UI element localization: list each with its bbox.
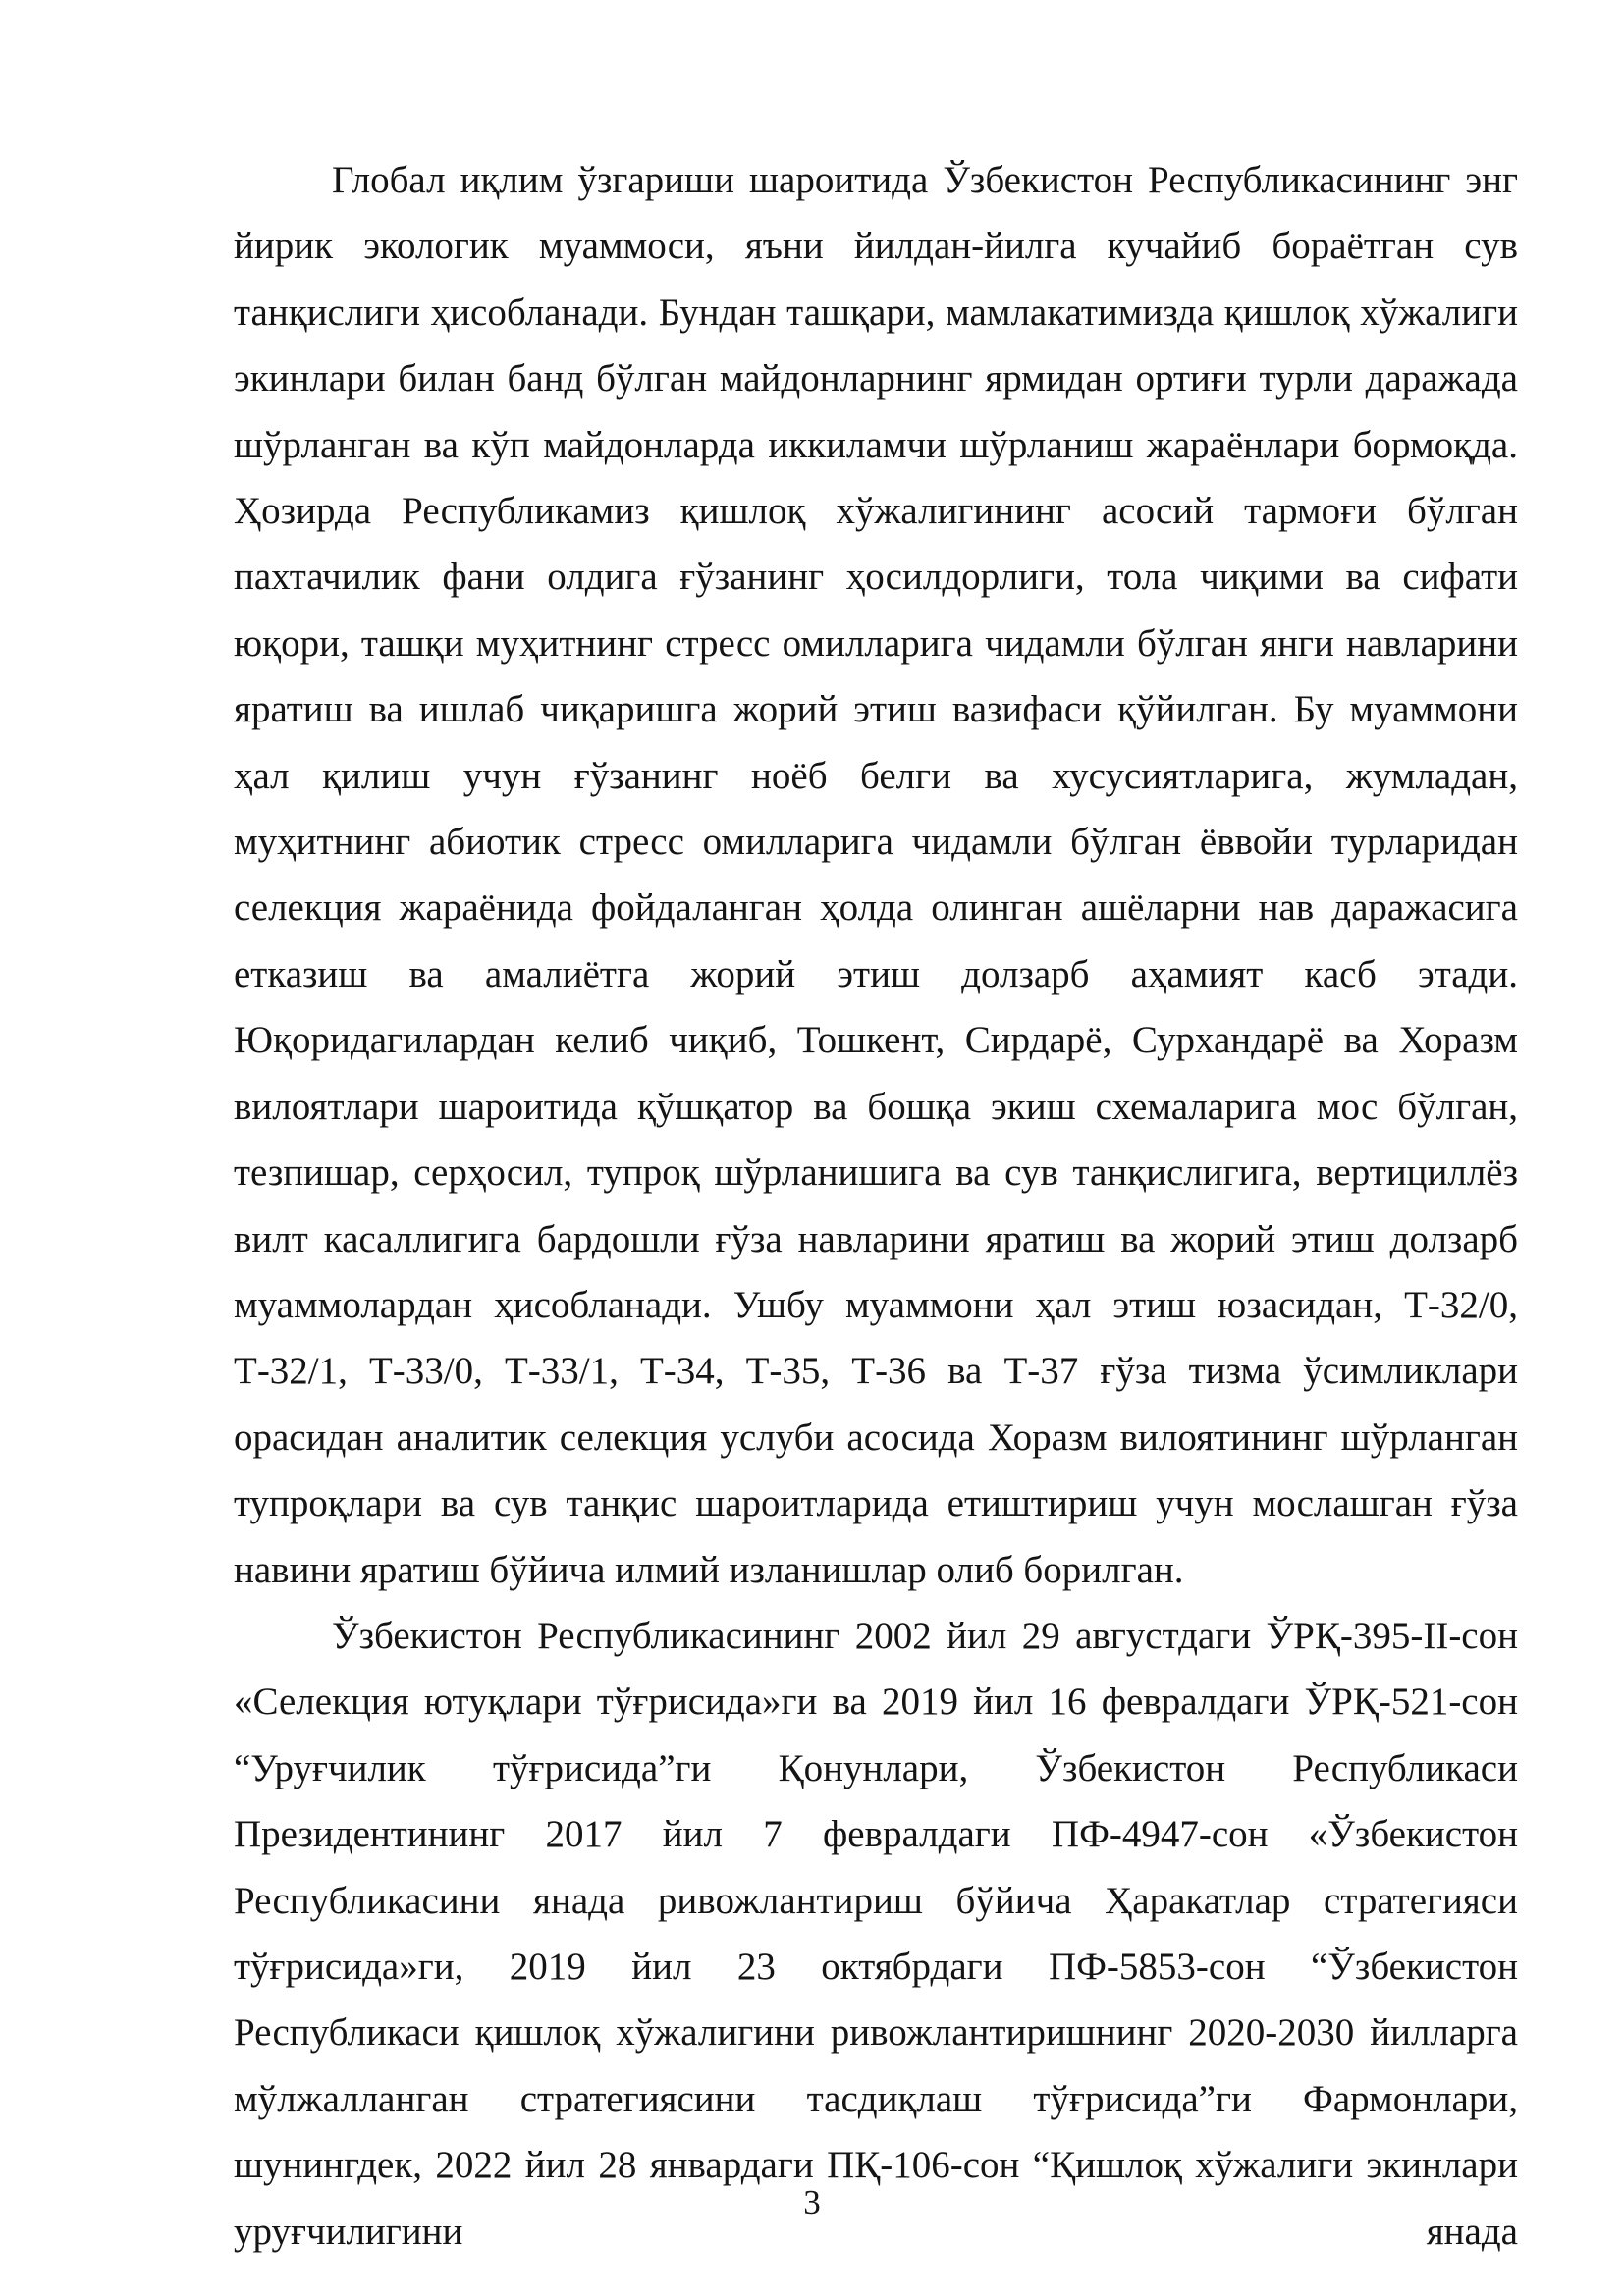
page-number: 3: [803, 2183, 821, 2221]
document-body: [234, 147, 1518, 2265]
paragraph-legal-basis: Ўзбекистон Республикасининг 2002 йил 29 августдаги ЎРҚ-395-II-сон «Селекция ютуқлари тўғрисида»ги ва 2019 йил 16 февралдаги ЎРҚ-521-сон “Уруғчилик тўғрисида”ги Қонунлари, Ўзбекистон Республикаси Президентининг 2017 йил 7 февралдаги ПФ-4947-сон «Ўзбекистон Республикасини янада ривожлантириш бўйича Ҳаракатлар стратегияси тўғрисида»ги, 2019 йил 23 октябрдаги ПФ-5853-сон “Ўзбекистон Республикаси қишлоқ хўжалигини ривожлантиришнинг 2020-2030 йилларга мўлжалланган стратегиясини тасдиқлаш тўғрисида”ги Фармонлари, шунингдек, 2022 йил 28 январдаги ПҚ-106-сон “Қишлоқ хўжалиги экинлари уруғчилигини янада: [234, 1614, 1518, 2253]
paragraph-climate-salinity: Глобал иқлим ўзгариши шароитида Ўзбекистон Республикасининг энг йирик экологик муаммоси, яъни йилдан-йилга кучайиб бораётган сув танқислиги ҳисобланади. Бундан ташқари, мамлакатимизда қишлоқ хўжалиги экинлари билан банд бўлган майдонларнинг ярмидан ортиғи турли даражада шўрланган ва кўп майдонларда иккиламчи шўрланиш жараёнлари бормоқда. Ҳозирда Республикамиз қишлоқ хўжалигининг асосий тармоғи бўлган пахтачилик фани олдига ғўзанинг ҳосилдорлиги, тола чиқими ва сифати юқори, ташқи муҳитнинг стресс омилларига чидамли бўлган янги навларини яратиш ва ишлаб чиқаришга жорий этиш вазифаси қўйилган. Бу муаммони ҳал қилиш учун ғўзанинг ноёб белги ва хусусиятларига, жумладан, муҳитнинг абиотик стресс омилларига чидамли бўлган ёввойи турларидан селекция жараёнида фойдаланган ҳолда олинган ашёларни нав даражасига етказиш ва амалиётга жорий этиш долзарб аҳамият касб этади. Юқоридагилардан келиб чиқиб, Тошкент, Сирдарё, Сурхандарё ва Хоразм вилоятлари шароитида қўшқатор ва бошқа экиш схемаларига мос бўлган, тезпишар, серҳосил, тупроқ шўрланишига ва сув танқислигига, вертициллёз вилт касаллигига бардошли ғўза навларини яратиш ва жорий этиш долзарб муаммолардан ҳисобланади. Ушбу муаммони ҳал этиш юзасидан, Т-32/0, Т-32/1, Т-33/0, Т-33/1, Т-34, Т-35, Т-36 ва Т-37 ғўза тизма ўсимликлари орасидан аналитик селекция услуби асосида Хоразм вилоятининг шўрланган тупроқлари ва сув танқис шароитларида етиштириш учун мослашган ғўза навини яратиш бўйича илмий изланишлар олиб борилган.: [234, 159, 1518, 1591]
